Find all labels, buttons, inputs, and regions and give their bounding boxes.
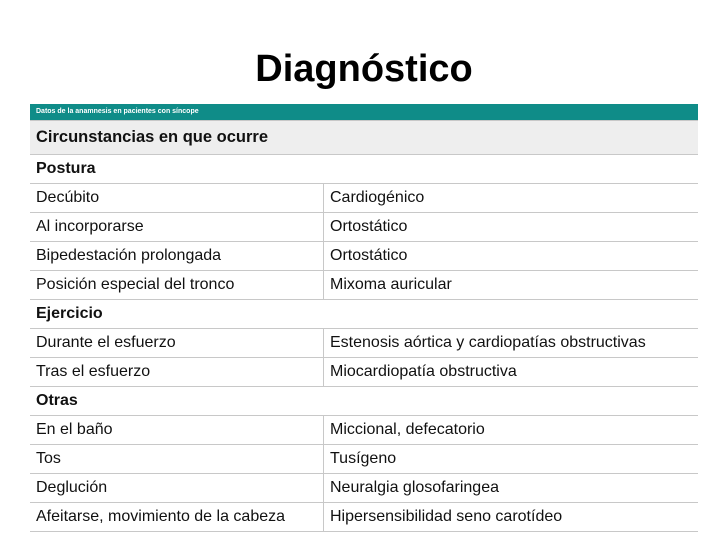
circumstance-cell: Al incorporarse [30, 213, 324, 241]
section-row-otras [30, 386, 698, 415]
section-row-ejercicio [30, 299, 698, 328]
circumstance-cell: Bipedestación prolongada [30, 242, 324, 270]
circumstance-cell: Decúbito [30, 184, 324, 212]
type-cell: Ortostático [330, 247, 408, 264]
page-title: Diagnóstico [255, 48, 473, 90]
type-cell: Neuralgia glosofaringea [330, 479, 499, 496]
table-caption: Datos de la anamnesis en pacientes con síncope [30, 104, 698, 120]
type-cell: Tusígeno [330, 450, 397, 467]
section-label: Postura [36, 160, 96, 177]
diagnosis-table [30, 104, 698, 532]
type-cell: Hipersensibilidad seno carotídeo [330, 508, 563, 525]
table-row [30, 183, 698, 212]
circumstance-cell: Durante el esfuerzo [30, 329, 324, 357]
circumstance-cell: Tras el esfuerzo [30, 358, 324, 386]
type-cell: Miccional, defecatorio [330, 421, 485, 438]
table-row [30, 212, 698, 241]
type-cell: Mixoma auricular [330, 276, 452, 293]
section-row-postura [30, 154, 698, 183]
type-cell: Miocardiopatía obstructiva [330, 363, 517, 380]
type-cell: Estenosis aórtica y cardiopatías obstructivas [330, 334, 646, 351]
type-cell: Cardiogénico [330, 189, 425, 206]
circumstance-cell: En el baño [30, 416, 324, 444]
table-row [30, 241, 698, 270]
table-row [30, 357, 698, 386]
table-row [30, 270, 698, 299]
circumstance-cell: Posición especial del tronco [30, 271, 324, 299]
table-row [30, 502, 698, 531]
circumstance-cell: Deglución [30, 474, 324, 502]
section-label: Otras [36, 392, 78, 409]
table-row [30, 415, 698, 444]
table-header-row [30, 120, 698, 154]
table-row [30, 328, 698, 357]
section-label: Ejercicio [36, 305, 103, 322]
table-row [30, 444, 698, 473]
type-cell: Ortostático [330, 218, 408, 235]
table-row [30, 473, 698, 502]
circumstance-cell: Tos [30, 445, 324, 473]
table-header: Circunstancias en que ocurre [36, 128, 268, 146]
circumstance-cell: Afeitarse, movimiento de la cabeza [30, 503, 324, 531]
